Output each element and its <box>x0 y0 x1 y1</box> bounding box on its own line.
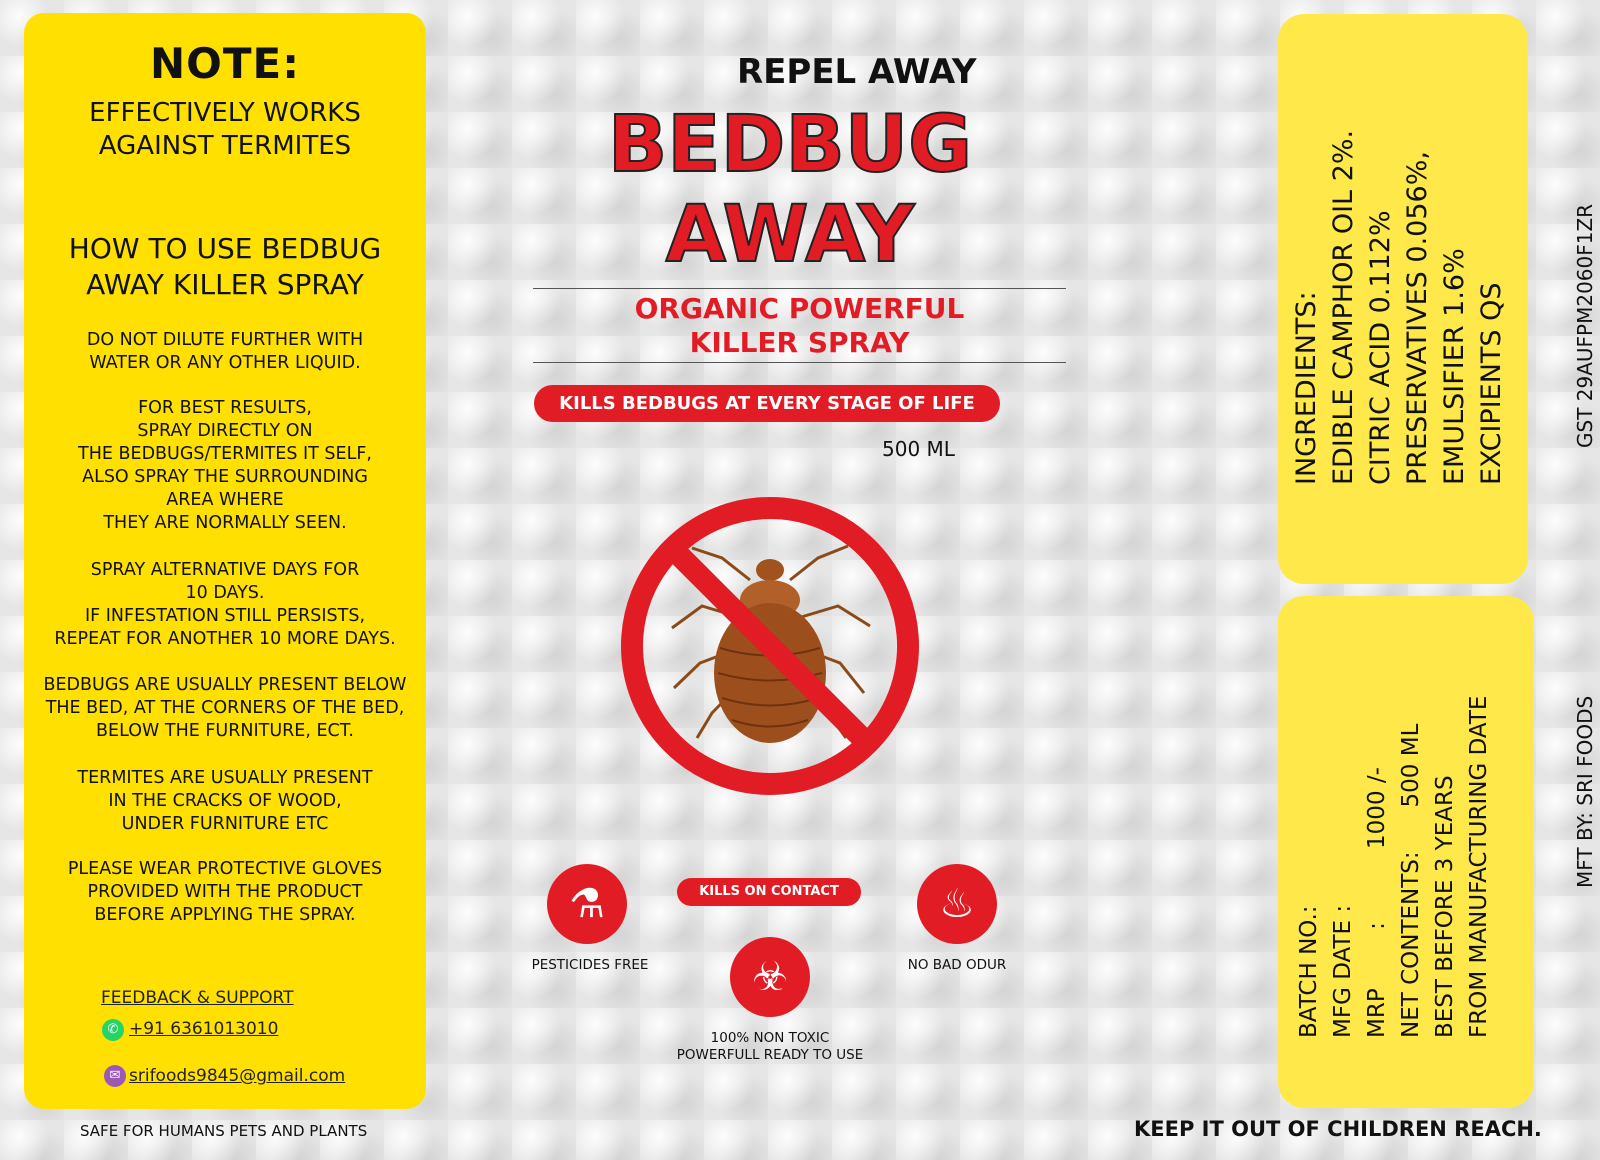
ingredient-line: EDIBLE CAMPHOR OIL 2%. <box>1328 129 1359 485</box>
subtitle-line: KILLER SPRAY <box>689 326 910 359</box>
batch-line: MRP : 1000 /- <box>1364 767 1390 1038</box>
howto-line: HOW TO USE BEDBUG <box>68 232 382 265</box>
note-line: EFFECTIVELY WORKS <box>89 98 361 128</box>
instruction-line: TERMITES ARE USUALLY PRESENT <box>77 768 373 788</box>
manufacturer: MFT BY: SRI FOODS <box>1573 695 1597 888</box>
volume-label: 500 ML <box>882 437 955 461</box>
kills-contact-badge: KILLS ON CONTACT <box>677 878 861 906</box>
instruction-block <box>30 559 420 651</box>
instruction-line: PLEASE WEAR PROTECTIVE GLOVES <box>67 859 383 879</box>
no-odor-label: NO BAD ODUR <box>907 957 1007 973</box>
howto-title <box>24 231 426 303</box>
divider <box>533 288 1066 289</box>
divider <box>533 362 1066 363</box>
note-text <box>24 97 426 163</box>
instruction-line: IN THE CRACKS OF WOOD, <box>108 791 342 811</box>
repel-away-heading: REPEL AWAY <box>737 52 977 92</box>
instruction-line: ALSO SPRAY THE SURROUNDING <box>82 467 368 487</box>
safe-note: SAFE FOR HUMANS PETS AND PLANTS <box>80 1122 368 1140</box>
batch-line: FROM MANUFACTURING DATE <box>1466 695 1492 1038</box>
subtitle-line: ORGANIC POWERFUL <box>634 292 965 325</box>
gst-number: GST 29AUFPM2060F1ZR <box>1573 203 1597 448</box>
child-warning: KEEP IT OUT OF CHILDREN REACH. <box>1134 1117 1542 1141</box>
brand-title-line1: BEDBUG <box>607 100 973 190</box>
note-line: AGAINST TERMITES <box>98 131 352 161</box>
instruction-block <box>30 858 420 927</box>
instruction-line: SPRAY ALTERNATIVE DAYS FOR <box>90 560 360 580</box>
instruction-line: THEY ARE NORMALLY SEEN. <box>103 513 347 533</box>
instruction-line: THE BEDBUGS/TERMITES IT SELF, <box>78 444 372 464</box>
ingredients-list <box>1288 130 1510 485</box>
instruction-line: BEDBUGS ARE USUALLY PRESENT BELOW <box>43 675 407 695</box>
instruction-line: SPRAY DIRECTLY ON <box>137 421 313 441</box>
instruction-line: BEFORE APPLYING THE SPRAY. <box>94 905 356 925</box>
instruction-block <box>30 397 420 535</box>
organic-subtitle <box>533 292 1066 360</box>
howto-line: AWAY KILLER SPRAY <box>86 268 364 301</box>
instruction-line: IF INFESTATION STILL PERSISTS, <box>84 606 366 626</box>
kills-stage-banner: KILLS BEDBUGS AT EVERY STAGE OF LIFE <box>534 385 1000 422</box>
instruction-line: AREA WHERE <box>166 490 284 510</box>
instruction-line: FOR BEST RESULTS, <box>138 398 312 418</box>
note-title: NOTE: <box>150 39 300 88</box>
batch-line: BEST BEFORE 3 YEARS <box>1432 775 1458 1038</box>
ingredient-line: EXCIPIENTS QS <box>1476 282 1507 485</box>
email-link[interactable]: srifoods9845@gmail.com <box>129 1066 346 1086</box>
ingredient-line: PRESERVATIVES 0.056%, <box>1402 151 1433 485</box>
non-toxic-label <box>660 1030 880 1064</box>
mail-icon: ✉ <box>104 1065 126 1087</box>
instruction-line: 10 DAYS. <box>185 583 265 603</box>
ingredient-line: EMULSIFIER 1.6% <box>1439 248 1470 485</box>
whatsapp-icon: ✆ <box>102 1019 124 1041</box>
instruction-line: PROVIDED WITH THE PRODUCT <box>87 882 363 902</box>
ingredient-line: CITRIC ACID 0.112% <box>1365 210 1396 485</box>
batch-line: BATCH NO.: <box>1296 905 1322 1038</box>
instruction-line: REPEAT FOR ANOTHER 10 MORE DAYS. <box>54 629 396 649</box>
batch-line: NET CONTENTS: 500 ML <box>1398 723 1424 1038</box>
label-line: 100% NON TOXIC <box>710 1030 830 1046</box>
instruction-block <box>30 767 420 836</box>
label-line: POWERFULL READY TO USE <box>676 1047 864 1063</box>
instruction-line: WATER OR ANY OTHER LIQUID. <box>89 353 361 373</box>
instruction-block <box>30 674 420 743</box>
odor-icon: ♨ <box>917 864 997 944</box>
no-bedbug-icon <box>612 488 928 804</box>
brand-title-line2: AWAY <box>665 190 915 280</box>
ingredient-line: INGREDIENTS: <box>1291 291 1322 485</box>
instruction-block <box>30 329 420 375</box>
batch-line: MFG DATE : <box>1330 904 1356 1038</box>
instruction-line: UNDER FURNITURE ETC <box>121 814 329 834</box>
usage-panel <box>24 13 426 1109</box>
biohazard-icon: ☣ <box>730 937 810 1017</box>
pesticides-free-label: PESTICIDES FREE <box>531 957 649 973</box>
batch-details <box>1292 696 1496 1038</box>
instruction-line: DO NOT DILUTE FURTHER WITH <box>86 330 364 350</box>
instruction-line: BELOW THE FURNITURE, ECT. <box>96 721 354 741</box>
phone-link[interactable]: +91 6361013010 <box>129 1019 279 1039</box>
flask-icon: ⚗ <box>547 864 627 944</box>
feedback-support-link[interactable]: FEEDBACK & SUPPORT <box>101 988 294 1008</box>
instruction-line: THE BED, AT THE CORNERS OF THE BED, <box>45 698 405 718</box>
